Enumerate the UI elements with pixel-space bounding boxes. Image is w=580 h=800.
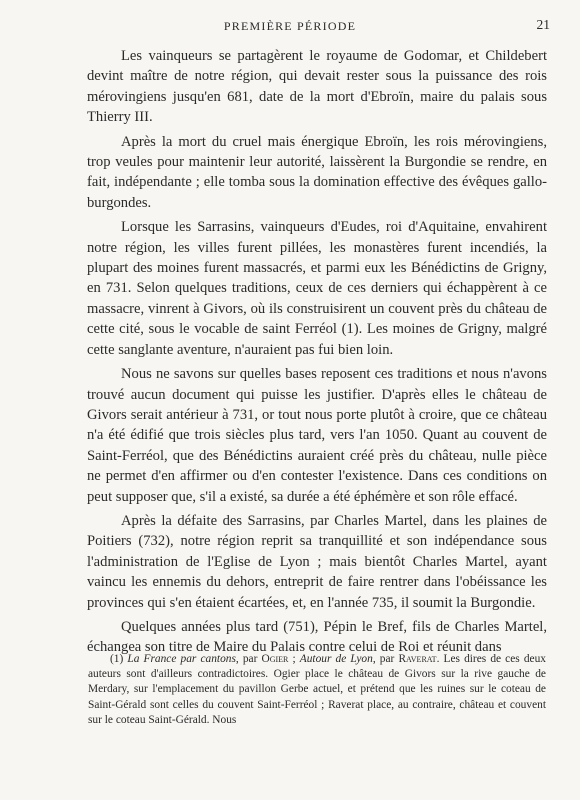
footnote-text: , par xyxy=(235,653,262,665)
running-head: PREMIÈRE PÉRIODE xyxy=(223,19,357,33)
footnote-text: , par xyxy=(372,653,399,665)
footnote-text: ; xyxy=(288,653,300,665)
page-number: 21 xyxy=(536,17,550,32)
footnote-work-1: La France par cantons xyxy=(127,653,236,665)
footnote-marker: (1) xyxy=(110,653,128,665)
paragraph-2: Après la mort du cruel mais énergique Ebroïn, les rois mérovingiens, trop veules pour maintenir leur autorité, laissèrent la Burgondie se rendre, en fait, indépendante ; elle tomba sous la domination effective des évêques gallo-burgondes. xyxy=(87,133,547,211)
paragraph-6: Quelques années plus tard (751), Pépin le Bref, fils de Charles Martel, échangea son titre de Maire du Palais contre celui de Roi et réunit dans xyxy=(87,618,547,656)
paragraph-4: Nous ne savons sur quelles bases reposent ces traditions et nous n'avons trouvé aucun document qui puisse les justifier. D'après elles le château de Givors serait antérieur à 731, or tout nous porte plutôt à croire, que ce château n'a été édifié que trois siècles plus tard, vers l'an 1050. Quant au couvent de Saint-Ferréol, que des Bénédictins auraient créé près du château, nulle pièce ne permet d'en affirmer ou d'en contester l'existence. Dans ces conditions on peut supposer que, s'il a existé, sa durée a été éphémère et son rôle effacé. xyxy=(87,366,547,505)
footnotes xyxy=(88,652,546,728)
footnote-body: . Les dires de ces deux auteurs sont d'ailleurs contradictoires. Ogier place le château de Givors sur la rive gauche de Merdary, sur l'emplacement du pavillon Gerbe actuel, et prétend que les ruines sur le coteau de Saint-Gérald sont celles du couvent Saint-Ferréol ; Raverat place, au contraire, château et couvent sur le coteau Saint-Gérald. Nous xyxy=(88,653,546,726)
paragraph-3: Lorsque les Sarrasins, vainqueurs d'Eudes, roi d'Aquitaine, envahirent notre région, les villes furent pillées, les monastères furent incendiés, la plupart des moines furent massacrés, et parmi eux les Bénédictins de Grigny, en 731. Selon quelques traditions, ceux de ces derniers qui échappèrent à ce massacre, vinrent à Givors, où ils construisirent un couvent près du château de cette cité, sous le vocable de saint Ferréol (1). Les moines de Grigny, malgré cette sanglante aventure, n'auraient pas fui bien loin. xyxy=(87,219,547,358)
footnote-author-2: Raverat xyxy=(398,653,437,665)
paragraph-5: Après la défaite des Sarrasins, par Charles Martel, dans les plaines de Poitiers (732), notre région reprit sa tranquillité et son indépendance sous l'administration de l'Eglise de Lyon ; mais bientôt Charles Martel, ayant vaincu les ennemis du dehors, entreprit de faire rentrer dans l'obéissance les provinces qui s'en étaient écartées, et, en l'année 735, il soumit la Burgondie. xyxy=(87,512,547,611)
paragraph-1: Les vainqueurs se partagèrent le royaume de Godomar, et Childebert devint maître de notre région, qui devait rester sous la puissance des rois mérovingiens jusqu'en 681, date de la mort d'Ebroïn, maire du palais sous Thierry III. xyxy=(87,48,547,126)
body-text xyxy=(87,46,547,662)
page-header xyxy=(0,17,580,37)
footnote-author-1: Ogier xyxy=(261,653,289,665)
footnote-1 xyxy=(88,652,546,728)
footnote-work-2: Autour de Lyon xyxy=(299,653,373,665)
